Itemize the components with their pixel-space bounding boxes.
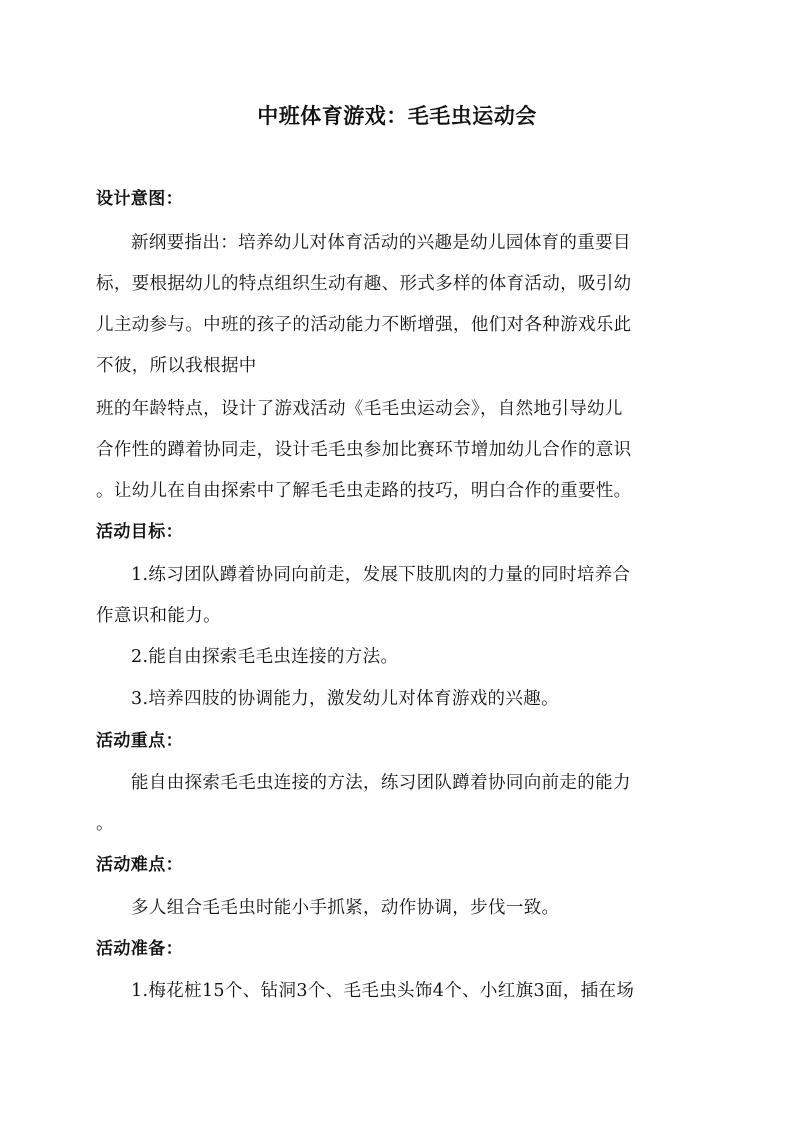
paragraph-line: 新纲要指出：培养幼儿对体育活动的兴趣是幼儿园体育的重要目 — [131, 233, 631, 253]
paragraph-line: 能自由探索毛毛虫连接的方法，练习团队蹲着协同向前走的能力 — [131, 773, 631, 793]
paragraph-line: 。 — [96, 814, 114, 834]
paragraph-line: 3.培养四肢的协调能力，激发幼儿对体育游戏的兴趣。 — [131, 689, 559, 709]
page-title: 中班体育游戏：毛毛虫运动会 — [257, 103, 537, 128]
paragraph-line: 儿主动参与。中班的孩子的活动能力不断增强，他们对各种游戏乐此 — [96, 315, 632, 335]
paragraph-line: 不彼，所以我根据中 — [96, 356, 257, 376]
paragraph-line: 2.能自由探索毛毛虫连接的方法。 — [131, 647, 399, 667]
section-heading-goals: 活动目标： — [96, 522, 183, 542]
paragraph-line: 作意识和能力。 — [96, 606, 221, 626]
paragraph-line: 。让幼儿在自由探索中了解毛毛虫走路的技巧，明白合作的重要性。 — [96, 481, 632, 501]
paragraph-line: 1.练习团队蹲着协同向前走，发展下肢肌肉的力量的同时培养合 — [131, 565, 631, 585]
paragraph-line: 多人组合毛毛虫时能小手抓紧，动作协调，步伐一致。 — [131, 898, 560, 918]
section-heading-preparation: 活动准备： — [96, 939, 183, 959]
paragraph-line: 1.梅花桩15个、钻洞3个、毛毛虫头饰4个、小红旗3面，插在场 — [131, 981, 635, 1001]
section-heading-design: 设计意图： — [96, 189, 183, 209]
paragraph-line: 标，要根据幼儿的特点组织生动有趣、形式多样的体育活动，吸引幼 — [96, 274, 632, 294]
section-heading-difficulty: 活动难点： — [96, 855, 183, 875]
paragraph-line: 合作性的蹲着协同走，设计毛毛虫参加比赛环节增加幼儿合作的意识 — [96, 440, 632, 460]
section-heading-focus: 活动重点： — [96, 731, 183, 751]
paragraph-line: 班的年龄特点，设计了游戏活动《毛毛虫运动会》，自然地引导幼儿 — [96, 399, 623, 419]
